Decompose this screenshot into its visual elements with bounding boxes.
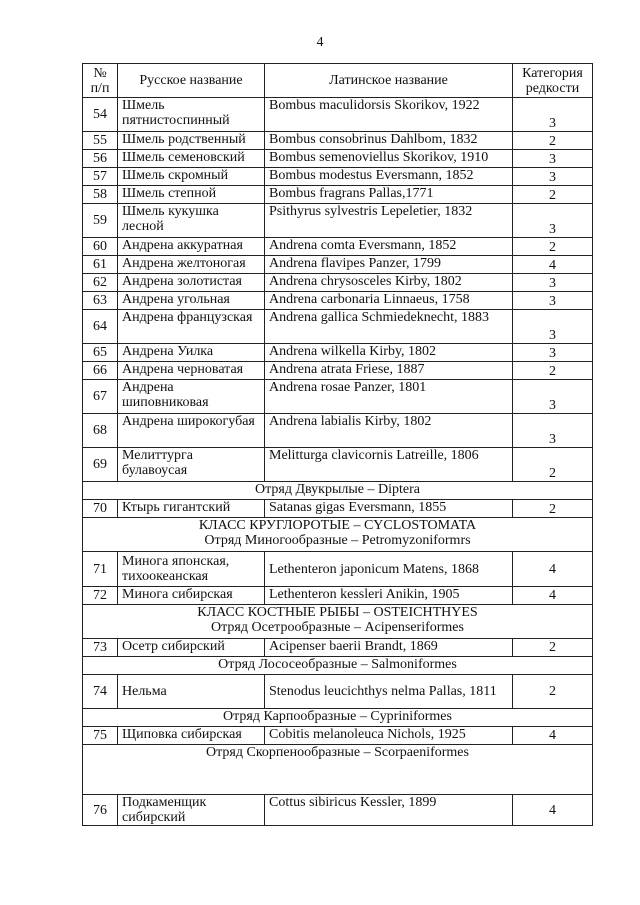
table-row — [83, 310, 593, 344]
latin-name-cell: Lethenteron japonicum Matens, 1868 — [265, 552, 513, 587]
russian-name-cell: Шмель пятнистоспинный — [118, 98, 265, 132]
row-number: 62 — [83, 274, 118, 292]
russian-name-cell: Шмель степной — [118, 186, 265, 204]
rarity-category-cell: 2 — [513, 238, 593, 256]
rarity-category-cell: 3 — [513, 168, 593, 186]
table-body — [83, 98, 593, 826]
section-heading-line: Отряд Осетрообразные – Acipenseriformes — [211, 620, 464, 635]
table-row — [83, 675, 593, 709]
russian-name-cell: Шмель родственный — [118, 132, 265, 150]
rarity-category-cell: 3 — [513, 344, 593, 362]
latin-name-cell: Andrena atrata Friese, 1887 — [265, 362, 513, 380]
row-number: 71 — [83, 552, 118, 587]
rarity-category-cell: 3 — [513, 414, 593, 448]
row-number: 73 — [83, 639, 118, 657]
russian-name-cell: Минога японская, тихоокеанская — [118, 552, 265, 587]
section-heading — [83, 518, 593, 552]
rarity-category-cell: 2 — [513, 500, 593, 518]
table-row — [83, 362, 593, 380]
row-number: 56 — [83, 150, 118, 168]
row-number: 67 — [83, 380, 118, 414]
russian-name-cell: Андрена французская — [118, 310, 265, 344]
table-row — [83, 132, 593, 150]
russian-name-cell: Ктырь гигантский — [118, 500, 265, 518]
section-heading-line: Отряд Лососеобразные – Salmoniformes — [218, 657, 457, 672]
latin-name-cell: Melitturga clavicornis Latreille, 1806 — [265, 448, 513, 482]
table-row — [83, 238, 593, 256]
russian-name-cell: Щиповка сибирская — [118, 727, 265, 745]
rare-species-table — [82, 63, 593, 826]
section-heading — [83, 745, 593, 795]
header-num: № п/п — [83, 64, 118, 98]
latin-name-cell: Bombus consobrinus Dahlbom, 1832 — [265, 132, 513, 150]
section-row — [83, 745, 593, 795]
table-row — [83, 552, 593, 587]
table-row — [83, 587, 593, 605]
russian-name-cell: Осетр сибирский — [118, 639, 265, 657]
table-row — [83, 150, 593, 168]
latin-name-cell: Bombus maculidorsis Skorikov, 1922 — [265, 98, 513, 132]
table-row — [83, 380, 593, 414]
latin-name-cell: Bombus modestus Eversmann, 1852 — [265, 168, 513, 186]
section-row — [83, 482, 593, 500]
latin-name-cell: Andrena rosae Panzer, 1801 — [265, 380, 513, 414]
latin-name-cell: Andrena carbonaria Linnaeus, 1758 — [265, 292, 513, 310]
russian-name-cell: Андрена золотистая — [118, 274, 265, 292]
latin-name-cell: Bombus fragrans Pallas,1771 — [265, 186, 513, 204]
row-number: 68 — [83, 414, 118, 448]
russian-name-cell: Мелиттурга булавоусая — [118, 448, 265, 482]
latin-name-cell: Andrena chrysosceles Kirby, 1802 — [265, 274, 513, 292]
rarity-category-cell: 3 — [513, 292, 593, 310]
row-number: 57 — [83, 168, 118, 186]
table-row — [83, 344, 593, 362]
row-number: 70 — [83, 500, 118, 518]
russian-name-cell: Нельма — [118, 675, 265, 709]
rarity-category-cell: 4 — [513, 727, 593, 745]
row-number: 65 — [83, 344, 118, 362]
rarity-category-cell: 3 — [513, 380, 593, 414]
rarity-category-cell: 4 — [513, 552, 593, 587]
russian-name-cell: Андрена угольная — [118, 292, 265, 310]
header-latin-name: Латинское название — [265, 64, 513, 98]
rarity-category-cell: 2 — [513, 132, 593, 150]
rarity-category-cell: 4 — [513, 256, 593, 274]
table-row — [83, 168, 593, 186]
table-row — [83, 274, 593, 292]
rarity-category-cell: 3 — [513, 98, 593, 132]
table-row — [83, 795, 593, 826]
rarity-category-cell: 4 — [513, 587, 593, 605]
table-row — [83, 639, 593, 657]
section-heading-line: Отряд Двукрылые – Diptera — [255, 482, 420, 497]
row-number: 75 — [83, 727, 118, 745]
section-row — [83, 605, 593, 639]
russian-name-cell: Подкаменщик сибирский — [118, 795, 265, 826]
rarity-category-cell: 4 — [513, 795, 593, 826]
row-number: 61 — [83, 256, 118, 274]
section-heading-line: Отряд Карпообразные – Cypriniformes — [223, 709, 452, 724]
latin-name-cell: Stenodus leucichthys nelma Pallas, 1811 — [265, 675, 513, 709]
russian-name-cell: Андрена аккуратная — [118, 238, 265, 256]
page-number: 4 — [316, 35, 324, 50]
rarity-category-cell: 3 — [513, 204, 593, 238]
table-row — [83, 292, 593, 310]
section-row — [83, 518, 593, 552]
section-heading — [83, 657, 593, 675]
russian-name-cell: Андрена желтоногая — [118, 256, 265, 274]
latin-name-cell: Andrena flavipes Panzer, 1799 — [265, 256, 513, 274]
rarity-category-cell: 2 — [513, 186, 593, 204]
latin-name-cell: Acipenser baerii Brandt, 1869 — [265, 639, 513, 657]
russian-name-cell: Шмель скромный — [118, 168, 265, 186]
latin-name-cell: Psithyrus sylvestris Lepeletier, 1832 — [265, 204, 513, 238]
latin-name-cell: Andrena wilkella Kirby, 1802 — [265, 344, 513, 362]
row-number: 76 — [83, 795, 118, 826]
rarity-category-cell: 3 — [513, 150, 593, 168]
table-row — [83, 448, 593, 482]
table-row — [83, 500, 593, 518]
russian-name-cell: Андрена черноватая — [118, 362, 265, 380]
rarity-category-cell: 2 — [513, 639, 593, 657]
rarity-category-cell: 2 — [513, 362, 593, 380]
row-number: 69 — [83, 448, 118, 482]
table-row — [83, 414, 593, 448]
row-number: 63 — [83, 292, 118, 310]
section-heading-line: КЛАСС КРУГЛОРОТЫЕ – CYCLOSTOMATA — [198, 518, 477, 533]
russian-name-cell: Минога сибирская — [118, 587, 265, 605]
section-heading — [83, 482, 593, 500]
row-number: 54 — [83, 98, 118, 132]
latin-name-cell: Cobitis melanoleuca Nichols, 1925 — [265, 727, 513, 745]
rarity-category-cell: 3 — [513, 274, 593, 292]
latin-name-cell: Andrena gallica Schmiedeknecht, 1883 — [265, 310, 513, 344]
rarity-category-cell: 2 — [513, 448, 593, 482]
section-heading-line: КЛАСС КОСТНЫЕ РЫБЫ – OSTEICHTHYES — [197, 605, 478, 620]
table-row — [83, 256, 593, 274]
latin-name-cell: Satanas gigas Eversmann, 1855 — [265, 500, 513, 518]
row-number: 55 — [83, 132, 118, 150]
table-row — [83, 98, 593, 132]
latin-name-cell: Andrena labialis Kirby, 1802 — [265, 414, 513, 448]
row-number: 60 — [83, 238, 118, 256]
russian-name-cell: Шмель кукушка лесной — [118, 204, 265, 238]
table-row — [83, 204, 593, 238]
row-number: 66 — [83, 362, 118, 380]
latin-name-cell: Lethenteron kessleri Anikin, 1905 — [265, 587, 513, 605]
row-number: 58 — [83, 186, 118, 204]
section-heading — [83, 709, 593, 727]
section-row — [83, 709, 593, 727]
section-heading-line: Отряд Миногообразные – Petromyzoniformrs — [204, 533, 471, 548]
row-number: 64 — [83, 310, 118, 344]
section-heading — [83, 605, 593, 639]
latin-name-cell: Andrena comta Eversmann, 1852 — [265, 238, 513, 256]
row-number: 74 — [83, 675, 118, 709]
row-number: 59 — [83, 204, 118, 238]
section-heading-line: Отряд Скорпенообразные – Scorpaeniformes — [206, 745, 469, 760]
latin-name-cell: Cottus sibiricus Kessler, 1899 — [265, 795, 513, 826]
rarity-category-cell: 3 — [513, 310, 593, 344]
row-number: 72 — [83, 587, 118, 605]
russian-name-cell: Андрена широкогубая — [118, 414, 265, 448]
russian-name-cell: Андрена Уилка — [118, 344, 265, 362]
latin-name-cell: Bombus semenoviellus Skorikov, 1910 — [265, 150, 513, 168]
table-row — [83, 727, 593, 745]
header-russian-name: Русское название — [118, 64, 265, 98]
rarity-category-cell: 2 — [513, 675, 593, 709]
header-rarity-category: Категория редкости — [513, 64, 593, 98]
section-row — [83, 657, 593, 675]
russian-name-cell: Шмель семеновский — [118, 150, 265, 168]
table-row — [83, 186, 593, 204]
russian-name-cell: Андрена шиповниковая — [118, 380, 265, 414]
